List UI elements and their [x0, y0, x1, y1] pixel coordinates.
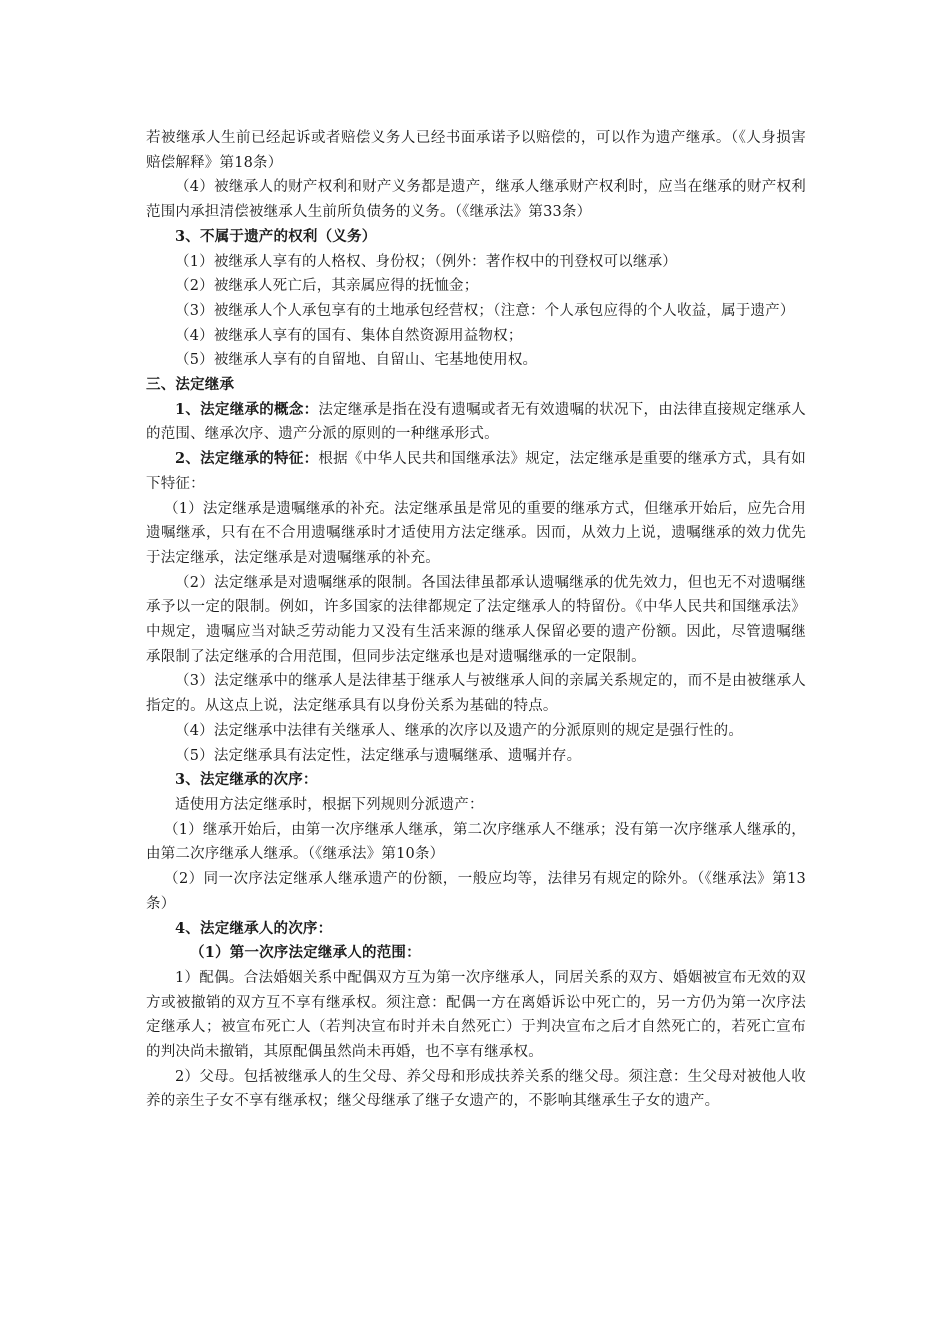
list-item-feature-4: （4）法定继承中法律有关继承人、继承的次序以及遗产的分派原则的规定是强行性的。	[175, 722, 744, 739]
paragraph-property-rights-obligations: （4）被继承人的财产权利和财产义务都是遗产，继承人继承财产权利时，应当在继承的财产权利范围内承担清偿被继承人生前所负债务的义务。（《继承法》第33条）	[146, 179, 806, 221]
list-item-feature-5: （5）法定继承具有法定性，法定继承与遗嘱继承、遗嘱并存。	[175, 747, 582, 764]
list-item-personality-rights: （1）被继承人享有的人格权、身份权；（例外：著作权中的刊登权可以继承）	[175, 253, 677, 270]
list-item-feature-3: （3）法定继承中的继承人是法律基于继承人与被继承人间的亲属关系规定的，而不是由被继承人指定的。从这点上说，法定继承具有以身份关系为基础的特点。	[146, 673, 806, 715]
paragraph-distribution-rules: 适使用方法定继承时，根据下列规则分派遗产：	[175, 796, 484, 813]
list-item-feature-1: （1）法定继承是遗嘱继承的补充。法定继承虽是常见的重要的继承方式，但继承开始后，应先合用遗嘱继承，只有在不合用遗嘱继承时才适使用方法定继承。因而，从效力上说，遗嘱继承的效力优先于法定继承，法定继承是对遗嘱继承的补充。	[146, 500, 806, 566]
list-item-feature-2: （2）法定继承是对遗嘱继承的限制。各国法律虽都承认遗嘱继承的优先效力，但也无不对遗嘱继承予以一定的限制。例如，许多国家的法律都规定了法定继承人的特留份。《中华人民共和国继承法》中规定，遗嘱应当对缺乏劳动能力又没有生活来源的继承人保留必要的遗产份额。因此，尽管遗嘱继承限制了法定继承的合用范围，但同步法定继承也是对遗嘱继承的一定限制。	[146, 574, 806, 665]
heading-first-order-scope: （1）第一次序法定继承人的范围：	[190, 944, 421, 962]
paragraph-concept-label: 1、法定继承的概念：	[175, 400, 319, 418]
list-item-natural-resources: （4）被继承人享有的国有、集体自然资源用益物权；	[175, 327, 523, 344]
paragraph-concept-text: 法定继承是指在没有遗嘱或者无有效遗嘱的状况下，由法律直接规定继承人的范围、继承次序、遗产分派的原则的一种继承形式。	[146, 401, 806, 443]
paragraph-concept	[146, 398, 806, 447]
list-item-land-contract: （3）被继承人个人承包享有的土地承包经营权；（注意：个人承包应得的个人收益，属于遗产）	[175, 302, 795, 319]
list-item-pension: （2）被继承人死亡后，其亲属应得的抚恤金；	[175, 278, 479, 295]
paragraph-features-text: 根据《中华人民共和国继承法》规定，法定继承是重要的继承方式，具有如下特征：	[146, 451, 806, 492]
heading-non-estate-rights: 3、不属于遗产的权利（义务）	[175, 227, 377, 245]
list-item-homestead: （5）被继承人享有的自留地、自留山、宅基地使用权。	[175, 352, 538, 369]
paragraph-features	[146, 447, 806, 496]
paragraph-compensation-inheritance: 若被继承人生前已经起诉或者赔偿义务人已经书面承诺予以赔偿的，可以作为遗产继承。（《人身损害赔偿解释》第18条）	[146, 130, 806, 171]
list-item-order-1: （1）继承开始后，由第一次序继承人继承，第二次序继承人不继承；没有第一次序继承人继承的，由第二次序继承人继承。（《继承法》第10条）	[146, 821, 806, 863]
paragraph-spouse: 1）配偶。合法婚姻关系中配偶双方互为第一次序继承人，同居关系的双方、婚姻被宣布无效的双方或被撤销的双方互不享有继承权。须注意：配偶一方在离婚诉讼中死亡的，另一方仍为第一次序法定继承人；被宣布死亡人（若判决宣布时并未自然死亡）于判决宣布之后才自然死亡的，若死亡宣布的判决尚未撤销，其原配偶虽然尚未再婚，也不享有继承权。	[146, 969, 806, 1061]
heading-heir-order: 4、法定继承人的次序：	[175, 919, 333, 937]
heading-statutory-succession: 三、法定继承	[146, 376, 235, 394]
document-body	[146, 126, 806, 1114]
list-item-order-2: （2）同一次序法定继承人继承遗产的份额，一般应均等，法律另有规定的除外。（《继承法》第13条）	[146, 871, 806, 912]
heading-succession-order: 3、法定继承的次序：	[175, 771, 318, 789]
paragraph-features-label: 2、法定继承的特征：	[175, 450, 319, 468]
paragraph-parents: 2）父母。包括被继承人的生父母、养父母和形成扶养关系的继父母。须注意：生父母对被他人收养的亲生子女不享有继承权；继父母继承了继子女遗产的，不影响其继承生子女的遗产。	[146, 1068, 806, 1110]
